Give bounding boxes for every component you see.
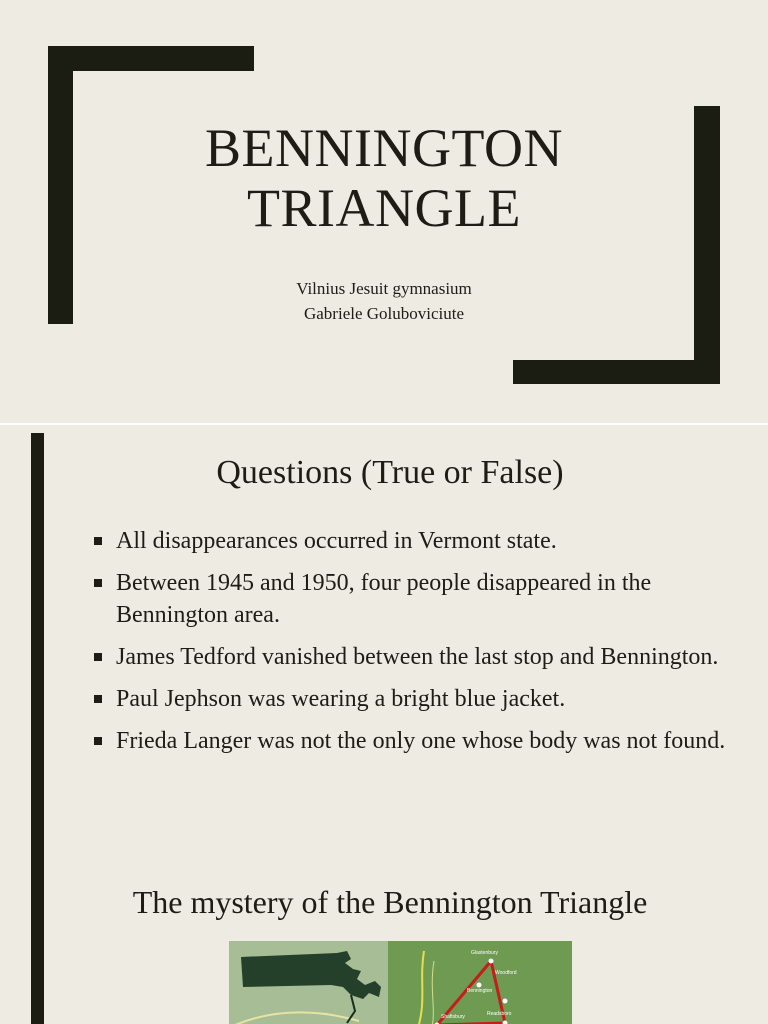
subtitle-author: Gabriele Goluboviciute bbox=[303, 304, 465, 323]
question-text: Between 1945 and 1950, four people disappeared in the Bennington area. bbox=[116, 570, 652, 628]
list-item bbox=[92, 725, 732, 757]
presentation-title bbox=[0, 118, 768, 238]
questions-slide bbox=[0, 425, 768, 866]
questions-list bbox=[92, 525, 732, 767]
bullet-square-icon bbox=[94, 737, 102, 745]
subtitle-school: Vilnius Jesuit gymnasium bbox=[296, 279, 472, 298]
list-item bbox=[92, 641, 732, 673]
map-label-top: Glastenbury bbox=[471, 950, 498, 956]
map-label-bottom: Readsboro bbox=[487, 1011, 512, 1017]
title-slide bbox=[0, 0, 768, 423]
questions-heading: Questions (True or False) bbox=[216, 454, 564, 491]
bullet-square-icon bbox=[94, 653, 102, 661]
corner-bracket-bottom-right-horizontal bbox=[513, 360, 720, 384]
map-label-right: Woodford bbox=[495, 970, 517, 976]
title-line-2: TRIANGLE bbox=[247, 178, 521, 238]
bullet-square-icon bbox=[94, 537, 102, 545]
left-accent-bar bbox=[31, 866, 44, 1024]
bullet-square-icon bbox=[94, 695, 102, 703]
list-item bbox=[92, 683, 732, 715]
question-text: Frieda Langer was not the only one whose body was not found. bbox=[116, 728, 726, 754]
title-line-1: BENNINGTON bbox=[205, 118, 563, 178]
corner-bracket-top-left-horizontal bbox=[48, 46, 254, 71]
question-text: All disappearances occurred in Vermont state. bbox=[116, 528, 557, 554]
map-label-mid: Bennington bbox=[467, 988, 493, 994]
mystery-heading: The mystery of the Bennington Triangle bbox=[132, 884, 648, 920]
map-images bbox=[229, 941, 572, 1024]
map-point-icon bbox=[489, 959, 494, 964]
presentation-subtitle bbox=[0, 276, 768, 326]
map-point-icon bbox=[503, 999, 508, 1004]
map-point-icon bbox=[477, 983, 482, 988]
map-label-bottom-left: Shaftsbury bbox=[441, 1014, 465, 1020]
question-text: James Tedford vanished between the last stop and Bennington. bbox=[116, 644, 719, 670]
left-accent-bar bbox=[31, 433, 44, 866]
bullet-square-icon bbox=[94, 579, 102, 587]
mystery-slide bbox=[0, 866, 768, 1024]
list-item bbox=[92, 567, 732, 631]
map-graphic bbox=[229, 941, 572, 1024]
question-text: Paul Jephson was wearing a bright blue jacket. bbox=[116, 686, 566, 712]
list-item bbox=[92, 525, 732, 557]
